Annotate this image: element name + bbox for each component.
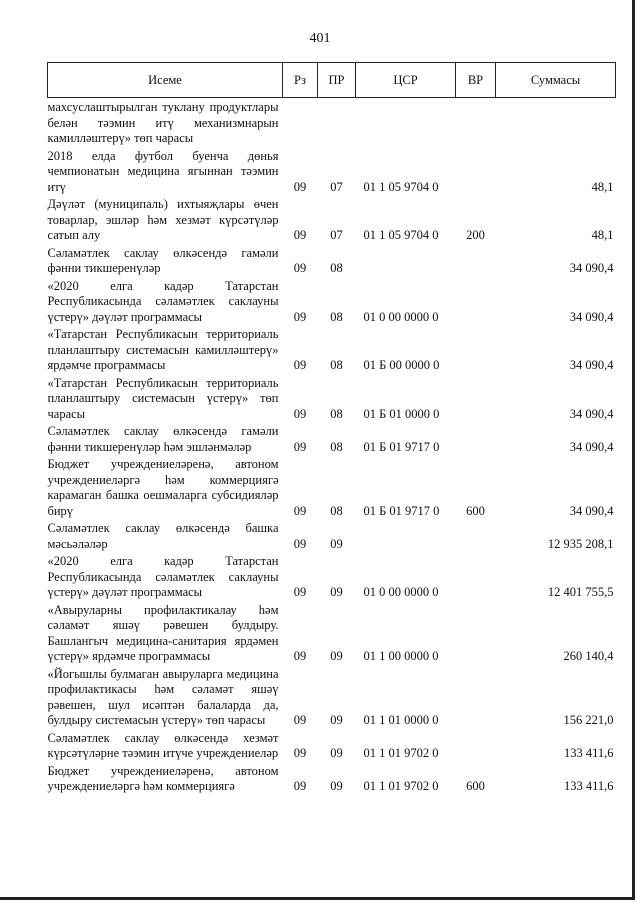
row-rz: 09 [293, 713, 307, 727]
row-pr: 08 [330, 309, 343, 324]
row-csr: 01 1 05 9704 0 [363, 179, 439, 194]
table-row [48, 277, 616, 326]
row-csr: 01 0 00 0000 0 [363, 309, 439, 324]
row-sum: 34 090,4 [569, 261, 614, 275]
table-header [48, 63, 616, 98]
table-row [48, 244, 616, 277]
row-name: Дәүләт (муниципаль) ихтыяҗлары өчен товарлар, эшләр һәм хезмәт күрсәтүләр сатып алу [47, 197, 279, 242]
row-vr: 600 [466, 503, 485, 518]
row-sum: 12 935 208,1 [547, 536, 614, 551]
row-name: Бюджет учреждениеләренә, автоном учреждениеләргә һәм коммерциягә [47, 763, 279, 793]
header-pr: ПР [318, 63, 356, 98]
row-pr: 09 [330, 536, 343, 551]
row-name: «2020 елга кадәр Татарстан Республикасында сәламәтлек саклауны үстерү» дәүләт программасы [47, 554, 279, 599]
row-rz: 09 [293, 746, 307, 760]
row-csr: 01 1 01 9702 0 [363, 779, 439, 793]
row-vr [456, 244, 496, 277]
row-vr [456, 325, 496, 374]
page-number: 401 [309, 31, 331, 46]
row-csr [356, 519, 456, 552]
header-sum: Суммасы [496, 63, 616, 98]
row-rz: 09 [293, 358, 307, 372]
row-sum: 48,1 [591, 228, 614, 242]
row-rz: 09 [293, 261, 307, 275]
row-name: «2020 елга кадәр Татарстан Республикасында сәламәтлек саклауны үстерү» дәүләт программасы [47, 278, 279, 324]
row-csr: 01 1 05 9704 0 [363, 228, 439, 242]
row-pr: 08 [330, 439, 343, 454]
row-vr [456, 147, 496, 196]
row-csr: 01 1 01 0000 0 [363, 713, 439, 727]
row-rz: 09 [293, 536, 307, 551]
table-row [48, 374, 616, 423]
row-csr: 01 0 00 0000 0 [363, 585, 439, 599]
row-pr: 08 [330, 503, 343, 518]
row-name: «Йогышлы булмаган авыруларга медицина профилактикасы һәм сәламәт яшәү рәвешен, шул исәптән балаларда да, булдыру системасын үстерү» төп чарасы [47, 666, 279, 727]
row-csr: 01 1 01 9702 0 [363, 746, 439, 760]
row-rz: 09 [293, 503, 307, 518]
row-vr [456, 422, 496, 455]
row-name: Сәламәтлек саклау өлкәсендә башка мәсьәләләр [47, 521, 279, 551]
row-name: махсуслаштырылган туклану продуктлары белән тәэмин итү механизмнарын камилләштерү» төп чарасы [47, 100, 279, 145]
row-pr: 08 [330, 358, 343, 372]
table-row [48, 147, 616, 196]
table-body [48, 98, 616, 795]
row-sum: 48,1 [591, 179, 614, 194]
row-sum: 12 401 755,5 [547, 585, 614, 599]
row-vr: 200 [466, 228, 485, 242]
row-pr: 09 [330, 713, 343, 727]
row-name: 2018 елда футбол буенча дөнья чемпионатын медицина ягыннан тәэмин итү [47, 148, 279, 194]
table-row [48, 455, 616, 519]
row-sum: 133 411,6 [563, 746, 614, 760]
row-sum: 34 090,4 [569, 358, 614, 372]
row-pr: 07 [330, 228, 343, 242]
row-pr [318, 98, 356, 147]
row-rz: 09 [293, 585, 307, 599]
row-vr [456, 552, 496, 601]
row-rz: 09 [293, 649, 307, 663]
table-row [48, 422, 616, 455]
row-name: «Татарстан Республикасын территориаль планлаштыру системасын үстерү» төп чарасы [47, 375, 279, 421]
row-name: «Татарстан Республикасын территориаль планлаштыру системасын камилләштерү» ярдәмче программасы [47, 327, 279, 372]
row-sum: 260 140,4 [563, 649, 614, 663]
table-row [48, 325, 616, 374]
row-name: Сәламәтлек саклау өлкәсендә гамәли фәнни тикшеренүләр һәм эшләнмәләр [47, 424, 279, 454]
table-row [48, 729, 616, 762]
row-name: Сәламәтлек саклау өлкәсендә хезмәт күрсәтүләрне тәэмин итүче учреждениеләр [47, 730, 279, 760]
row-sum: 34 090,4 [569, 439, 614, 454]
row-pr: 07 [330, 179, 343, 194]
row-csr [356, 244, 456, 277]
row-sum: 34 090,4 [569, 309, 614, 324]
table-row [48, 552, 616, 601]
header-rz: Рз [283, 63, 318, 98]
table-row [48, 601, 616, 665]
row-rz: 09 [293, 228, 307, 242]
row-vr [456, 374, 496, 423]
row-name: Бюджет учреждениеләренә, автоном учреждениеләргә һәм коммерциягә карамаган башка оешмаларга субсидияләр бирү [47, 457, 279, 518]
table-row [48, 519, 616, 552]
row-vr [456, 98, 496, 147]
row-vr [456, 665, 496, 729]
row-sum: 34 090,4 [569, 503, 614, 518]
row-rz: 09 [293, 439, 307, 454]
row-csr [356, 98, 456, 147]
row-sum [496, 98, 616, 147]
table-row [48, 665, 616, 729]
table-row [48, 195, 616, 244]
row-pr: 09 [330, 746, 343, 760]
row-vr [456, 277, 496, 326]
row-vr [456, 601, 496, 665]
budget-table [47, 62, 616, 795]
header-name: Исеме [48, 63, 283, 98]
row-sum: 156 221,0 [563, 713, 614, 727]
row-sum: 34 090,4 [569, 406, 614, 421]
header-vr: ВР [456, 63, 496, 98]
row-rz: 09 [293, 779, 307, 793]
table-row [48, 762, 616, 795]
row-name: Сәламәтлек саклау өлкәсендә гамәли фәнни тикшеренүләр [47, 245, 279, 275]
row-pr: 09 [330, 779, 343, 793]
row-vr [456, 729, 496, 762]
row-pr: 09 [330, 649, 343, 663]
row-csr: 01 Б 01 9717 0 [363, 439, 440, 454]
header-csr: ЦСР [356, 63, 456, 98]
row-csr: 01 Б 01 9717 0 [363, 503, 440, 518]
row-sum: 133 411,6 [563, 779, 614, 793]
row-rz [283, 98, 318, 147]
row-pr: 09 [330, 585, 343, 599]
row-vr: 600 [466, 779, 485, 793]
row-csr: 01 Б 01 0000 0 [363, 406, 440, 421]
row-name: «Авыруларны профилактикалау һәм сәламәт яшәү рәвешен булдыру. Башлангыч медицина-санитария ярдәмен үстерү» ярдәмче программасы [47, 602, 279, 663]
row-vr [456, 519, 496, 552]
row-csr: 01 1 00 0000 0 [363, 649, 439, 663]
row-pr: 08 [330, 406, 343, 421]
row-csr: 01 Б 00 0000 0 [363, 358, 440, 372]
row-pr: 08 [330, 261, 343, 275]
row-rz: 09 [293, 309, 307, 324]
table-row [48, 98, 616, 147]
row-rz: 09 [293, 406, 307, 421]
row-rz: 09 [293, 179, 307, 194]
